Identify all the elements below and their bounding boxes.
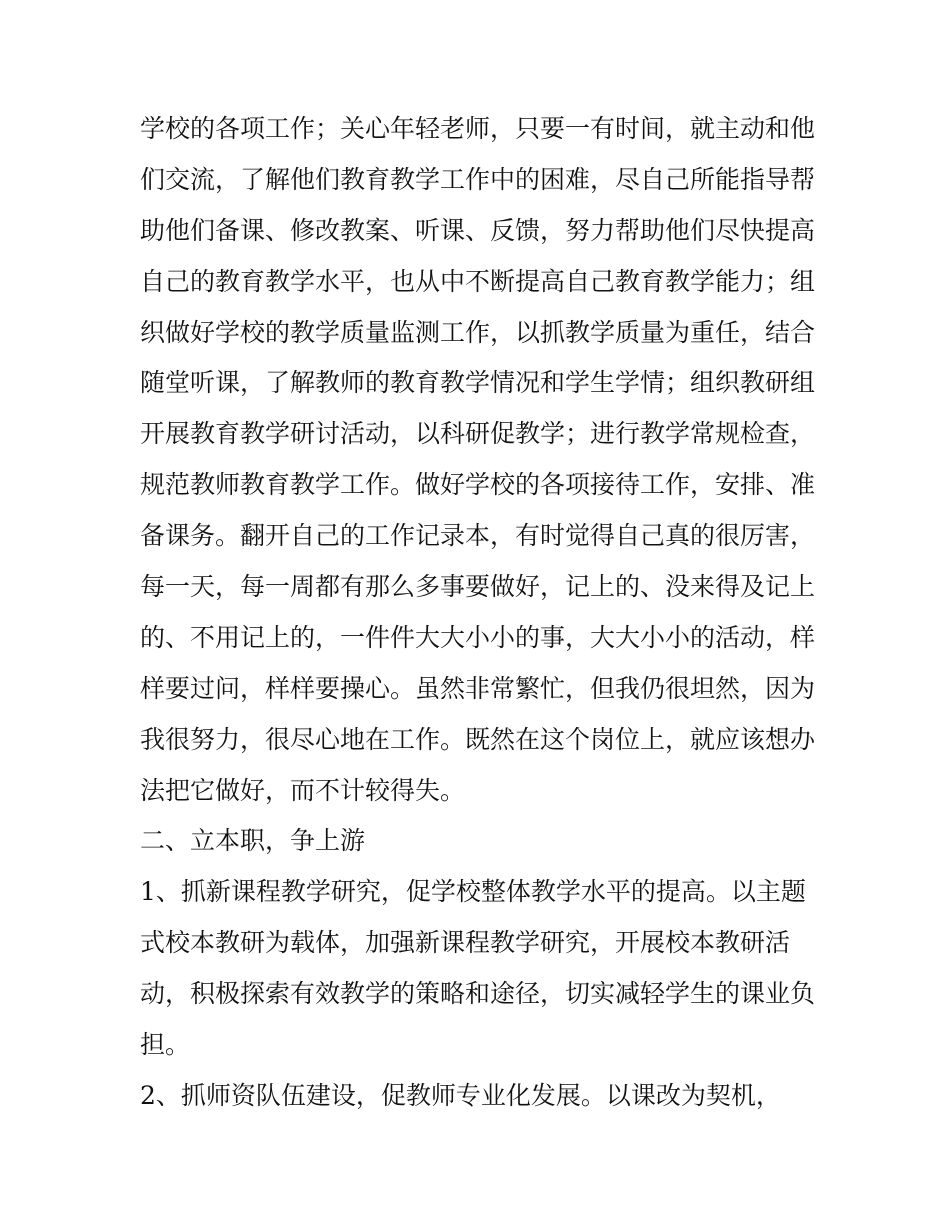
text-line-6: 随堂听课，了解教师的教育教学情况和学生学情；组织教研组 xyxy=(140,368,816,398)
text-line-13: 我很努力，很尽心地在工作。既然在这个岗位上，就应该想办 xyxy=(140,724,816,754)
text-line-17: 式校本教研为载体，加强新课程教学研究，开展校本教研活 xyxy=(140,928,791,958)
text-line-8: 规范教师教育教学工作。做好学校的各项接待工作，安排、准 xyxy=(140,470,816,500)
section-heading: 二、立本职，争上游 xyxy=(140,826,366,856)
text-line-10: 每一天，每一周都有那么多事要做好，记上的、没来得及记上 xyxy=(140,572,816,602)
text-line-16: 1、抓新课程教学研究，促学校整体教学水平的提高。以主题 xyxy=(140,877,806,907)
text-line-14: 法把它做好，而不计较得失。 xyxy=(140,775,466,805)
text-line-9: 备课务。翻开自己的工作记录本，有时觉得自己真的很厉害， xyxy=(140,521,816,551)
text-line-1: 学校的各项工作；关心年轻老师，只要一有时间，就主动和他 xyxy=(140,114,816,143)
text-line-4: 自己的教育教学水平，也从中不断提高自己教育教学能力；组 xyxy=(140,266,816,296)
text-line-7: 开展教育教学研讨活动，以科研促教学；进行教学常规检查， xyxy=(140,419,816,449)
text-line-5: 织做好学校的教学质量监测工作，以抓教学质量为重任，结合 xyxy=(140,317,816,347)
text-line-18: 动，积极探索有效教学的策略和途径，切实减轻学生的课业负 xyxy=(140,979,816,1009)
text-line-11: 的、不用记上的，一件件大大小小的事，大大小小的活动，样 xyxy=(140,622,816,652)
body-text xyxy=(140,104,830,1122)
text-line-19: 担。 xyxy=(140,1030,191,1060)
text-line-12: 样要过问，样样要操心。虽然非常繁忙，但我仍很坦然，因为 xyxy=(140,673,816,703)
text-line-20: 2、抓师资队伍建设，促教师专业化发展。以课改为契机， xyxy=(140,1080,781,1110)
text-line-2: 们交流，了解他们教育教学工作中的困难，尽自己所能指导帮 xyxy=(140,164,816,194)
text-line-3: 助他们备课、修改教案、听课、反馈，努力帮助他们尽快提高 xyxy=(140,215,816,245)
